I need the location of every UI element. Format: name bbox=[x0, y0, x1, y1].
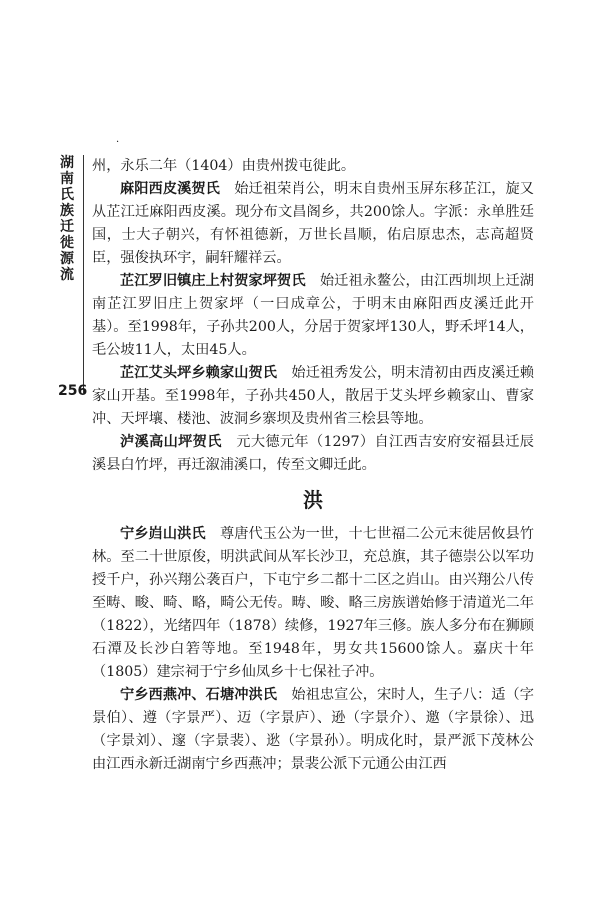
entry-paragraph bbox=[92, 684, 534, 776]
entry-paragraph bbox=[92, 178, 534, 270]
entry-paragraph bbox=[92, 270, 534, 362]
continuation-line: 州，永乐二年（1404）由贵州拨屯徙此。 bbox=[92, 158, 356, 174]
entry-heading: 芷江罗旧镇庄上村贺家坪贺氏 bbox=[120, 273, 306, 289]
entry-body: 尊唐代玉公为一世，十七世福二公元末徙居攸县竹林。至二十世原俊，明洪武间从军长沙卫，充总旗，其子德崇公以军功授千户，孙兴翔公袭百户，下屯宁乡二都十二区之岿山。由兴翔公八传至畴、畯、畸、略，畸公无传。畴、畯、略三房族谱始修于清道光二年（1822），光绪四年（1878）续修，1927年三修。族人多分布在狮顾石潭及长沙白箬等地。至1948年，男女共15600馀人。嘉庆十年（1805）建宗祠于宁乡仙凤乡十七保社子冲。 bbox=[92, 526, 534, 680]
entry-body: 始祖忠宣公，宋时人，生子八：适（字景伯）、遵（字景严）、迈（字景庐）、逊（字景介）、邀（字景徐）、迅（字景刘）、邃（字景裴）、逖（字景孙）。明成化时，景严派下茂林公由江西永新迁湖南宁乡西燕冲；景裴公派下元通公由江西 bbox=[92, 687, 534, 772]
entry-heading: 麻阳西皮溪贺氏 bbox=[120, 181, 220, 197]
entry-heading: 芷江艾头坪乡赖家山贺氏 bbox=[120, 365, 278, 381]
entry-paragraph bbox=[92, 362, 534, 431]
entry-paragraph bbox=[92, 523, 534, 684]
entry-body: 元大德元年（1297）自江西吉安府安福县迁辰溪县白竹坪，再迁溆浦溪口，传至文卿迁此。 bbox=[92, 434, 534, 473]
page-number: 256 bbox=[58, 383, 88, 399]
entry-heading: 泸溪高山坪贺氏 bbox=[120, 434, 222, 450]
entry-body: 始迁祖荣肖公，明末自贵州玉屏东移芷江，旋又从芷江迁麻阳西皮溪。现分布文昌阁乡，共200馀人。字派：永单胜廷国，士大子朝兴，有怀祖德新，万世长昌顺，佑启原忠杰，志高超贤臣，强俊执环宇，嗣轩耀祥云。 bbox=[92, 181, 534, 266]
running-title: 湖南氏族迁徙源流 bbox=[60, 155, 74, 283]
entry-heading: 宁乡岿山洪氏 bbox=[120, 526, 206, 542]
top-dot: · bbox=[116, 137, 120, 148]
page-body bbox=[92, 155, 534, 776]
entry-body: 始迁祖秀发公，明末清初由西皮溪迁赖家山开基。至1998年，子孙共450人，散居于艾头坪乡赖家山、曹家冲、天坪壤、楼池、波洞乡寨坝及贵州省三桧县等地。 bbox=[92, 365, 534, 427]
entry-body: 始迁祖永鳌公，由江西圳坝上迁湖南芷江罗旧庄上贺家坪（一曰成章公，于明末由麻阳西皮溪迁此开基）。至1998年，子孙共200人，分居于贺家坪130人，野禾坪14人，毛公坡11人，太田45人。 bbox=[92, 273, 534, 358]
entry-heading: 宁乡西燕冲、石塘冲洪氏 bbox=[120, 687, 278, 703]
margin-rule bbox=[83, 155, 84, 393]
surname-section-title: 洪 bbox=[303, 488, 323, 512]
entry-paragraph bbox=[92, 431, 534, 477]
